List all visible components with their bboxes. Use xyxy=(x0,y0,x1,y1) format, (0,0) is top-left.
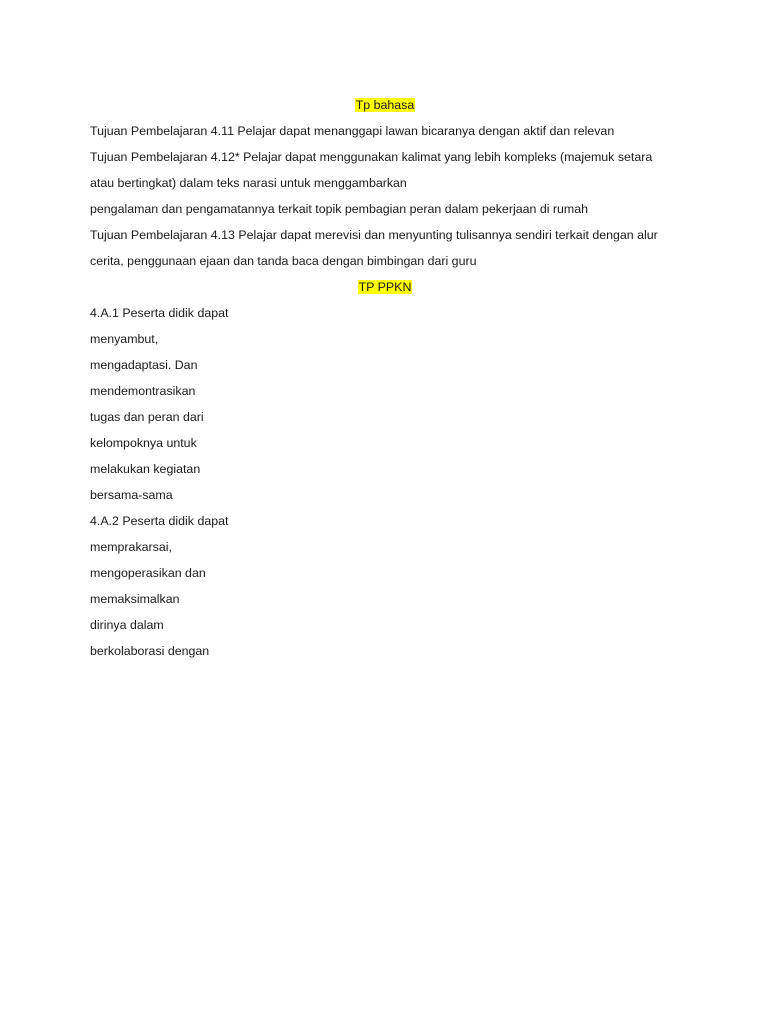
ppkn-line: 4.A.1 Peserta didik dapat xyxy=(90,306,229,320)
bahasa-line: Tujuan Pembelajaran 4.13 Pelajar dapat merevisi dan menyunting tulisannya sendiri terkait dengan alur xyxy=(90,228,658,242)
ppkn-line: memprakarsai, xyxy=(90,540,172,554)
ppkn-line: mendemontrasikan xyxy=(90,384,196,398)
heading-bahasa: Tp bahasa xyxy=(355,98,415,112)
bahasa-line: cerita, penggunaan ejaan dan tanda baca dengan bimbingan dari guru xyxy=(90,254,477,268)
bahasa-line: pengalaman dan pengamatannya terkait topik pembagian peran dalam pekerjaan di rumah xyxy=(90,202,589,216)
ppkn-line: memaksimalkan xyxy=(90,592,180,606)
bahasa-line: Tujuan Pembelajaran 4.12* Pelajar dapat menggunakan kalimat yang lebih kompleks (majemuk setara xyxy=(90,150,653,164)
heading-ppkn-row xyxy=(90,274,680,300)
ppkn-line: 4.A.2 Peserta didik dapat xyxy=(90,514,229,528)
ppkn-line: kelompoknya untuk xyxy=(90,436,197,450)
ppkn-line: bersama-sama xyxy=(90,488,173,502)
ppkn-line: melakukan kegiatan xyxy=(90,462,201,476)
ppkn-line: mengadaptasi. Dan xyxy=(90,358,198,372)
bahasa-line: Tujuan Pembelajaran 4.11 Pelajar dapat menanggapi lawan bicaranya dengan aktif dan relevan xyxy=(90,124,615,138)
ppkn-line: tugas dan peran dari xyxy=(90,410,204,424)
bahasa-line: atau bertingkat) dalam teks narasi untuk menggambarkan xyxy=(90,176,407,190)
document-body xyxy=(90,92,680,664)
ppkn-line: dirinya dalam xyxy=(90,618,164,632)
ppkn-line: berkolaborasi dengan xyxy=(90,644,210,658)
ppkn-line: mengoperasikan dan xyxy=(90,566,206,580)
ppkn-line: menyambut, xyxy=(90,332,159,346)
heading-ppkn: TP PPKN xyxy=(358,280,412,294)
heading-bahasa-row xyxy=(90,92,680,118)
